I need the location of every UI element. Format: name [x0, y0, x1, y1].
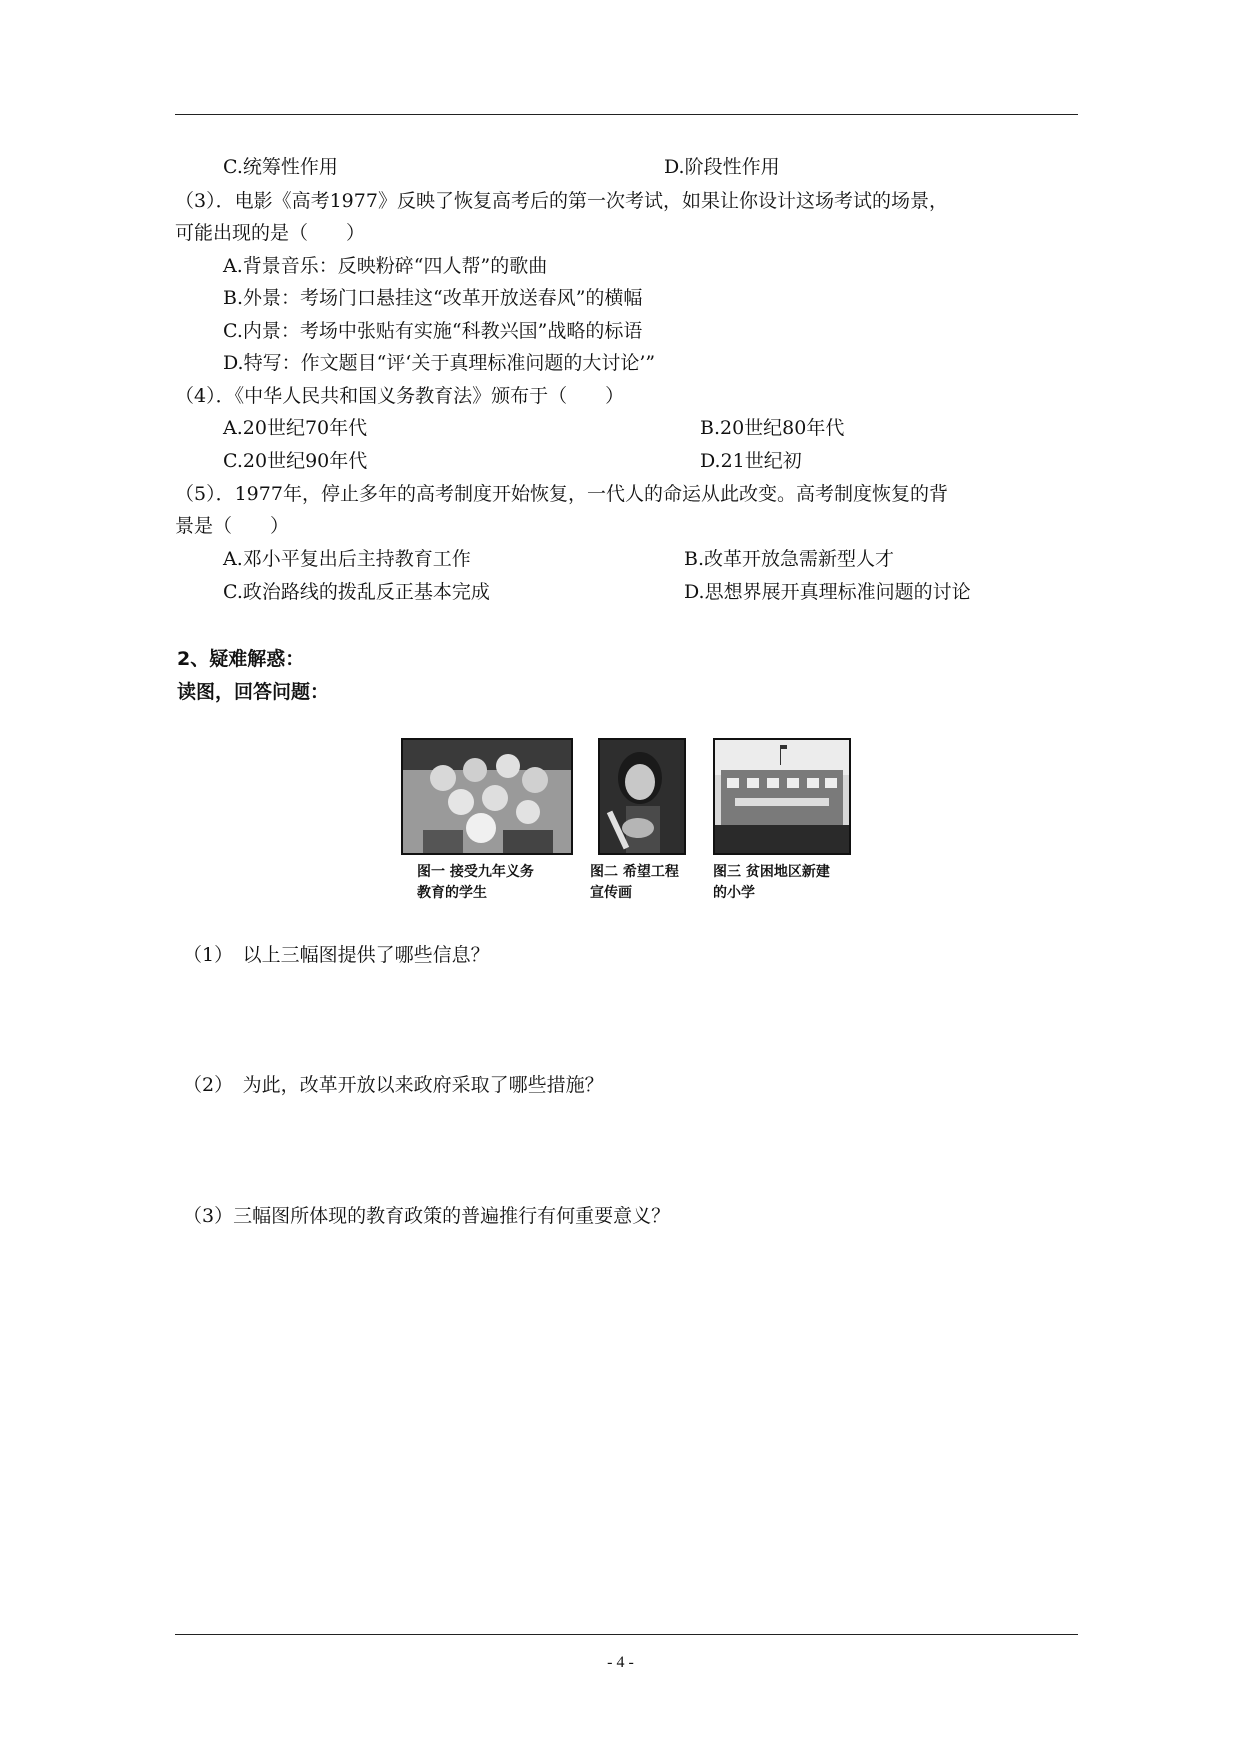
- section-heading: 2、疑难解惑：: [177, 648, 305, 670]
- figure-3-photo: [713, 738, 851, 855]
- question-3: （3）三幅图所体现的教育政策的普遍推行有何重要意义？: [183, 1205, 671, 1227]
- q5-option-a: A.邓小平复出后主持教育工作: [223, 548, 471, 570]
- figure-3-caption: [713, 862, 830, 904]
- section-instruction: 读图，回答问题：: [177, 681, 330, 703]
- header-rule: [175, 114, 1078, 115]
- q5-option-b: B.改革开放急需新型人才: [684, 548, 895, 570]
- q4-option-a: A.20世纪70年代: [223, 417, 368, 439]
- q4-option-c: C.20世纪90年代: [223, 450, 368, 472]
- page-number: - 4 -: [607, 1654, 634, 1671]
- q4-option-b: B.20世纪80年代: [700, 417, 845, 439]
- q4-option-d: D.21世纪初: [700, 450, 802, 472]
- figure-2-photo: [598, 738, 686, 855]
- footer-rule: [175, 1634, 1078, 1635]
- q2-option-c: C.统筹性作用: [223, 156, 338, 178]
- q3-option-b: B.外景：考场门口悬挂这“改革开放送春风”的横幅: [223, 287, 643, 309]
- q3-option-d: D.特写：作文题目“评‘关于真理标准问题的大讨论’”: [223, 352, 656, 374]
- q5-option-c: C.政治路线的拨乱反正基本完成: [223, 581, 490, 603]
- figure-2-caption-line2: 宣传画: [590, 885, 632, 901]
- q2-option-d: D.阶段性作用: [664, 156, 780, 178]
- figure-1-photo: [401, 738, 573, 855]
- question-2: （2） 为此，改革开放以来政府采取了哪些措施？: [183, 1074, 604, 1096]
- q5-stem-line1: （5）．1977年，停止多年的高考制度开始恢复，一代人的命运从此改变。高考制度恢复的背: [175, 483, 948, 505]
- q5-stem-line2: 景是（ ）: [175, 515, 290, 537]
- q3-option-c: C.内景：考场中张贴有实施“科教兴国”战略的标语: [223, 320, 643, 342]
- q3-stem-line2: 可能出现的是（ ）: [175, 222, 366, 244]
- question-1: （1） 以上三幅图提供了哪些信息？: [183, 944, 490, 966]
- figure-1-caption-line2: 教育的学生: [417, 885, 487, 901]
- figure-3-caption-line2: 的小学: [713, 885, 755, 901]
- figure-1-caption-line1: 图一 接受九年义务: [417, 864, 534, 880]
- q3-option-a: A.背景音乐：反映粉碎“四人帮”的歌曲: [223, 255, 548, 277]
- q5-option-d: D.思想界展开真理标准问题的讨论: [684, 581, 971, 603]
- figure-2-caption: [590, 862, 679, 904]
- figure-2-caption-line1: 图二 希望工程: [590, 864, 679, 880]
- q3-stem-line1: （3）．电影《高考1977》反映了恢复高考后的第一次考试，如果让你设计这场考试的场景，: [175, 190, 948, 212]
- q4-stem: （4）．《中华人民共和国义务教育法》颁布于（ ）: [175, 385, 625, 407]
- figure-1-caption: [417, 862, 534, 904]
- figure-3-caption-line1: 图三 贫困地区新建: [713, 864, 830, 880]
